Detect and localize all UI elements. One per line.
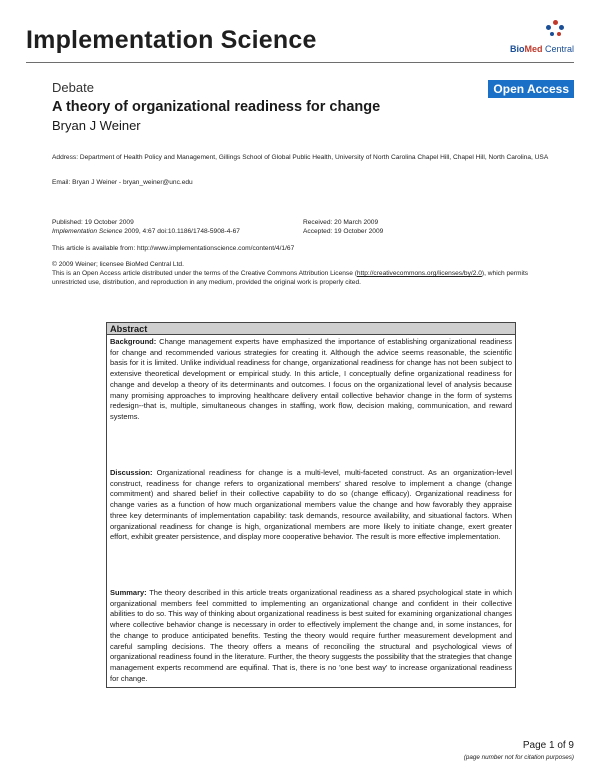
abstract-summary: Summary: The theory described in this article treats organizational readiness as a shared psychological state in which organizational members feel committed to implementing an organizational change and confident in their collective abilities to do so. This way of thinking about organizational readiness is best suited for examining organizational changes where collective behavior change is necessary in order to effectively implement the change and, in some instances, for the change to produce anticipated benefits. Testing the theory would require further measurement development and careful sampling decisions. The theory offers a means of reconciling the structural and psychological views of organizational readiness found in the literature. Further, the theory suggests the possibility that the strategies that change management experts recommend are equifinal. That is, there is no 'one best way' to increase organizational readiness for change. <box>110 588 512 683</box>
journal-title: Implementation Science <box>26 26 317 54</box>
page-number: Page 1 of 9 <box>522 740 574 751</box>
published-date: Published: 19 October 2009 <box>52 219 134 226</box>
page-note: (page number not for citation purposes) <box>463 754 574 761</box>
abstract-box <box>106 322 516 688</box>
abstract-heading: Abstract <box>107 323 515 335</box>
author-address: Address: Department of Health Policy and Management, Gillings School of Global Public Health, University of North Carolina Chapel Hill, Chapel Hill, North Carolina, USA <box>52 154 549 161</box>
copyright: © 2009 Weiner; licensee BioMed Central Ltd. <box>52 261 184 268</box>
abstract-discussion: Discussion: Organizational readiness for change is a multi-level, multi-faceted construct. As an organization-level construct, readiness for change refers to organizational members' shared resolve to implement a change (change commitment) and shared belief in their collective capability to do so (change efficacy). Organizational readiness for change varies as a function of how much organizational members value the change and how favorably they appraise three key determinants of implementation capability: task demands, resource availability, and situational factors. When organizational readiness for change is high, organizational members are more likely to initiate change, exert greater effort, exhibit greater persistence, and display more cooperative behavior. The result is more effective implementation. <box>110 468 512 542</box>
header-rule <box>26 62 574 63</box>
article-url[interactable]: This article is available from: http://www.implementationscience.com/content/4/1/67 <box>52 245 295 252</box>
author-email[interactable]: Email: Bryan J Weiner - bryan_weiner@unc.edu <box>52 179 193 186</box>
author-name: Bryan J Weiner <box>52 118 141 133</box>
abstract-background: Background: Change management experts have emphasized the importance of establishing organizational readiness for change and recommended various strategies for creating it. Although the advice seems reasonable, the scientific basis for it is limited. Unlike individual readiness for change, organizational readiness for change has not been subject to extensive theoretical development or empirical study. In this article, I conceptually define organizational readiness for change and develop a theory of its determinants and outcomes. I focus on the organizational level of analysis because many promising approaches to improving healthcare delivery entail collective behavior change in the form of systems redesign--that is, multiple, simultaneous changes in staffing, work flow, decision making, communication, and reward systems. <box>110 337 512 421</box>
received-date: Received: 20 March 2009 <box>303 219 379 226</box>
article-title: A theory of organizational readiness for change <box>52 99 381 115</box>
article-type: Debate <box>52 80 94 95</box>
biomed-dots-icon <box>544 20 566 40</box>
accepted-date: Accepted: 19 October 2009 <box>303 228 384 235</box>
citation: Implementation Science 2009, 4:67 doi:10.1186/1748-5908-4-67 <box>52 228 240 235</box>
open-access-badge: Open Access <box>488 80 574 98</box>
logo-text: BioMed Central <box>509 44 574 54</box>
biomed-central-logo[interactable] <box>504 20 574 56</box>
license-text: This is an Open Access article distributed under the terms of the Creative Commons Attribution License (http://creativecommons.org/licenses/by/2.0), which permits unrestricted use, distribution, and reproduction in any medium, provided the original work is properly cited. <box>52 270 529 287</box>
license-link[interactable]: http://creativecommons.org/licenses/by/2.0 <box>356 270 482 277</box>
